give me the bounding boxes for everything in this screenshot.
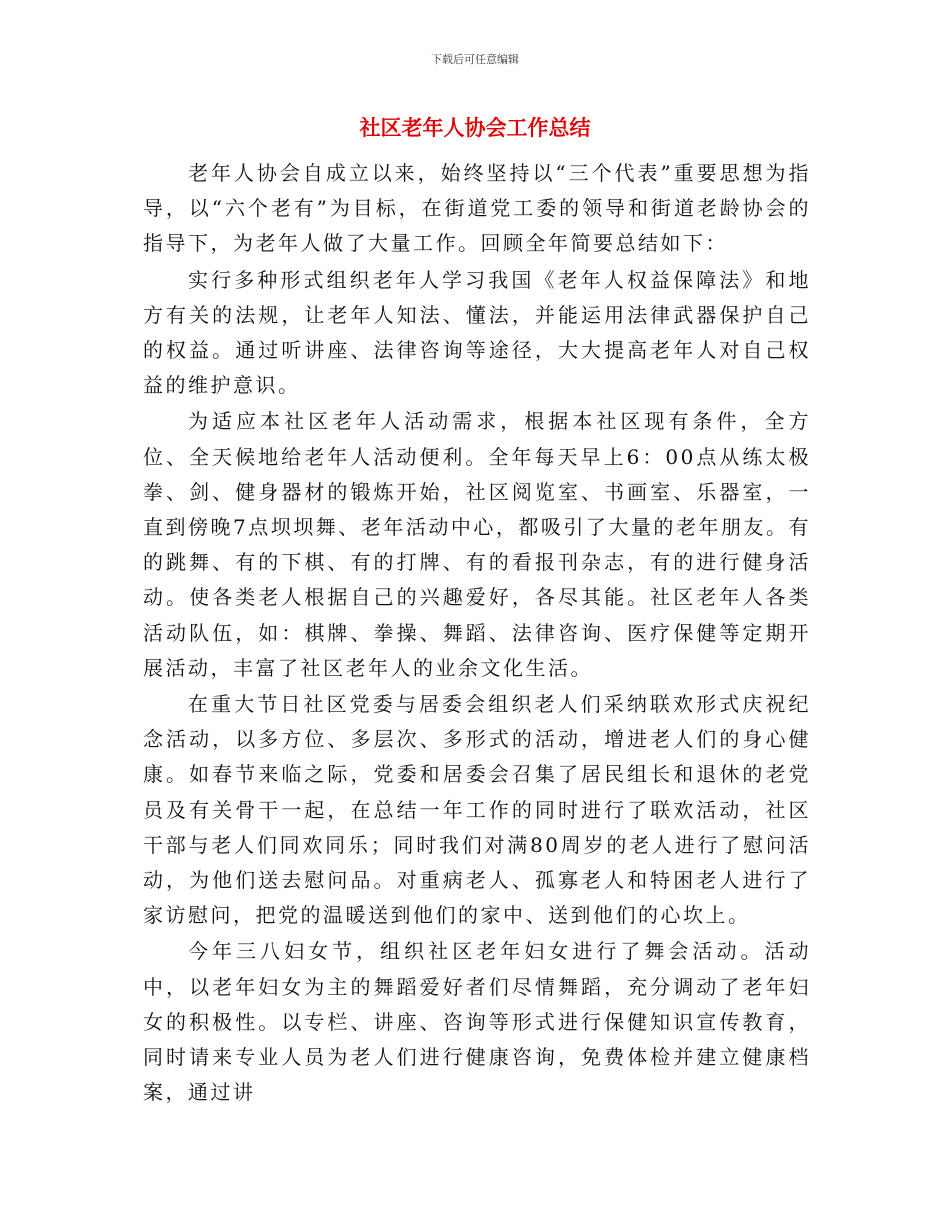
document-title: 社区老年人协会工作总结	[359, 115, 591, 140]
document-body	[143, 156, 811, 1111]
paragraph-intro: 老年人协会自成立以来，始终坚持以“三个代表”重要思想为指导，以“六个老有”为目标，在街道党工委的领导和街道老龄协会的指导下，为老年人做了大量工作。回顾全年简要总结如下：	[143, 161, 811, 256]
paragraph-womens-day: 今年三八妇女节，组织社区老年妇女进行了舞会活动。活动中，以老年妇女为主的舞蹈爱好者们尽情舞蹈，充分调动了老年妇女的积极性。以专栏、讲座、咨询等形式进行保健知识宣传教育，同时请来专业人员为老人们进行健康咨询，免费体检并建立健康档案，通过讲	[143, 939, 811, 1105]
paragraph-festival-events: 在重大节日社区党委与居委会组织老人们采纳联欢形式庆祝纪念活动，以多方位、多层次、多形式的活动，增进老人们的身心健康。如春节来临之际，党委和居委会召集了居民组长和退休的老党员及有关骨干一起，在总结一年工作的同时进行了联欢活动，社区干部与老人们同欢同乐；同时我们对满80周岁的老人进行了慰问活动，为他们送去慰问品。对重病老人、孤寡老人和特困老人进行了家访慰问，把党的温暖送到他们的家中、送到他们的心坎上。	[143, 692, 811, 928]
page-header-note: 下载后可任意编辑	[431, 53, 519, 66]
paragraph-daily-activities: 为适应本社区老年人活动需求，根据本社区现有条件，全方位、全天候地给老年人活动便利。全年每天早上6：00点从练太极拳、剑、健身器材的锻炼开始，社区阅览室、书画室、乐器室，一直到傍晚7点坝坝舞、老年活动中心，都吸引了大量的老年朋友。有的跳舞、有的下棋、有的打牌、有的看报刊杂志，有的进行健身活动。使各类老人根据自己的兴趣爱好，各尽其能。社区老年人各类活动队伍，如：棋牌、拳操、舞蹈、法律咨询、医疗保健等定期开展活动，丰富了社区老年人的业余文化生活。	[143, 409, 811, 680]
paragraph-legal-education: 实行多种形式组织老年人学习我国《老年人权益保障法》和地方有关的法规，让老年人知法、懂法，并能运用法律武器保护自己的权益。通过听讲座、法律咨询等途径，大大提高老年人对自己权益的维护意识。	[143, 267, 811, 398]
